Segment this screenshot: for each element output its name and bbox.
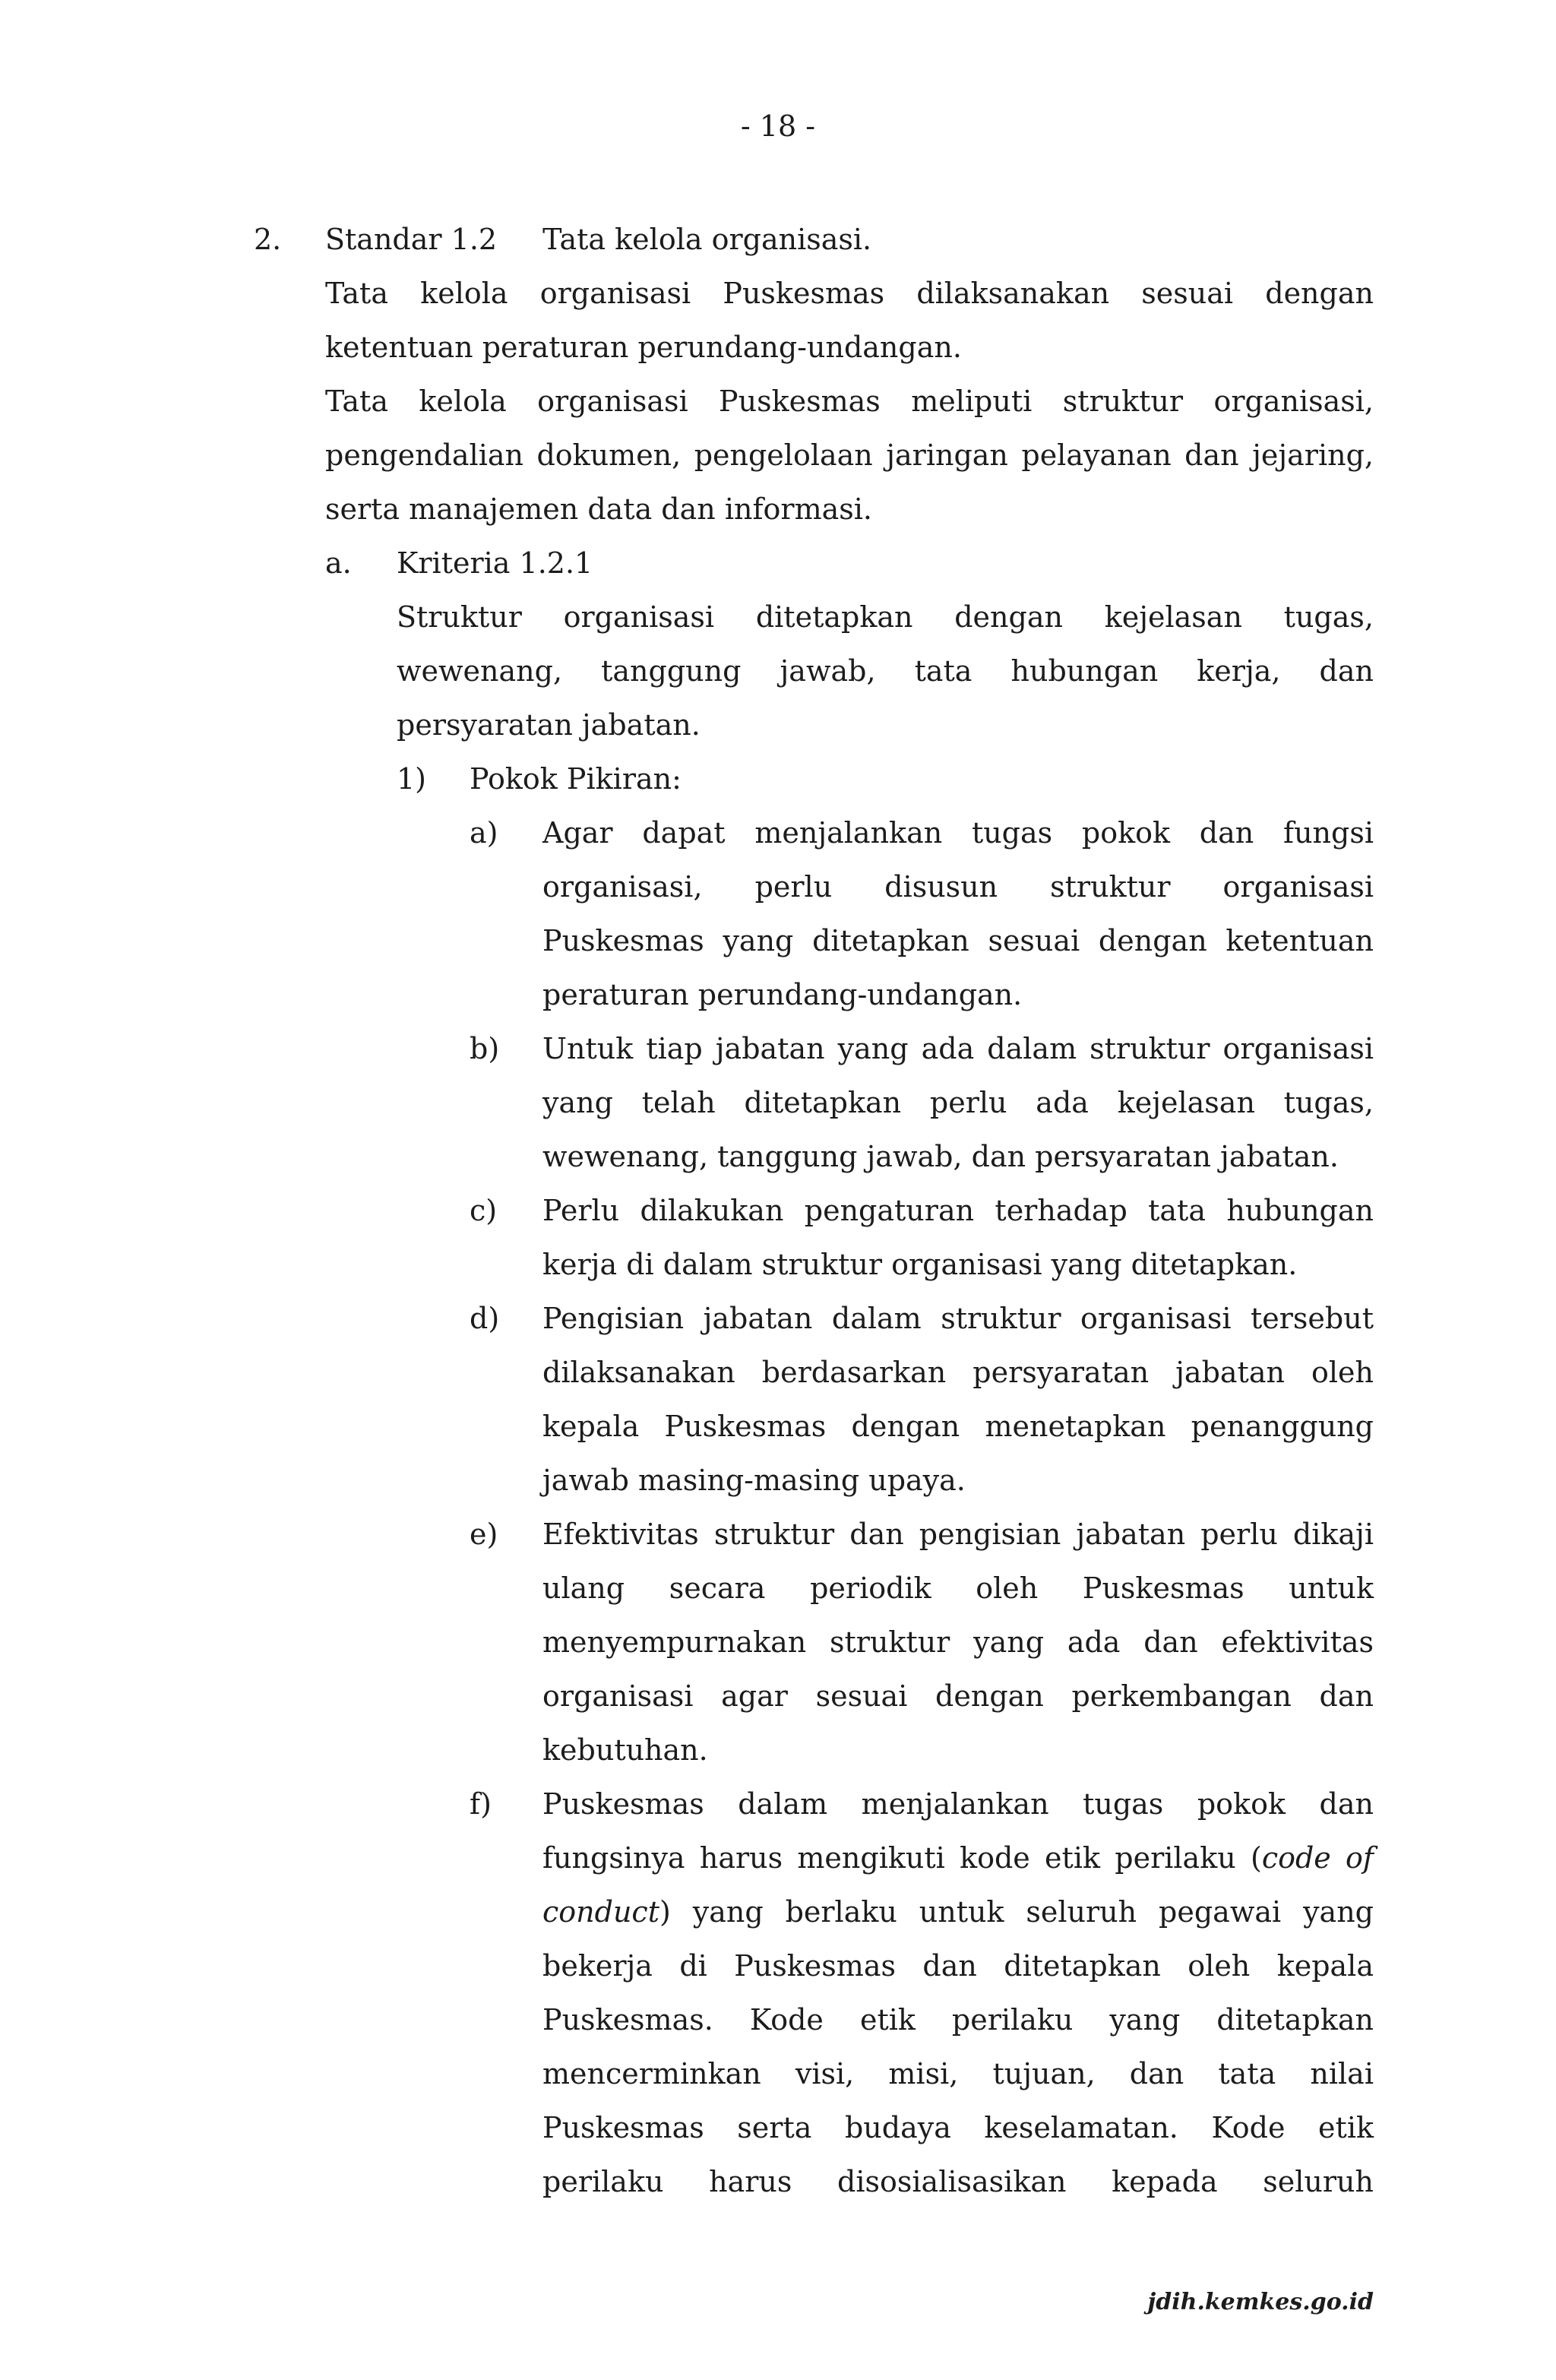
text-line: serta manajemen data dan informasi. (325, 492, 872, 526)
text-line (542, 1831, 1374, 1885)
list-item-marker: b) (470, 1032, 500, 1065)
list-item-marker: d) (470, 1302, 500, 1335)
text-line: peraturan perundang-undangan. (542, 978, 1023, 1011)
section-paragraph-2 (325, 375, 1374, 536)
list-item-a (470, 806, 1374, 1022)
text-line: mencerminkan visi, misi, tujuan, dan tata nilai (542, 2057, 1374, 2090)
footer-source-url: jdih.kemkes.go.id (1147, 2289, 1374, 2315)
list-item-d (470, 1292, 1374, 1508)
text-line: Untuk tiap jabatan yang ada dalam struktur organisasi (542, 1032, 1374, 1065)
text-line: bekerja di Puskesmas dan ditetapkan oleh kepala (542, 1949, 1374, 1983)
text-line: organisasi, perlu disusun struktur organisasi (542, 870, 1374, 904)
criteria-marker: a. (325, 546, 352, 580)
page-number: - 18 - (740, 109, 816, 143)
list-item-marker: c) (470, 1194, 498, 1227)
text-line: Tata kelola organisasi Puskesmas meliputi struktur organisasi, (325, 385, 1374, 418)
criteria-heading (325, 536, 1374, 590)
list-item-marker: a) (470, 816, 498, 850)
text-line: persyaratan jabatan. (397, 708, 701, 742)
text-line: kebutuhan. (542, 1733, 708, 1767)
text-line: Puskesmas dalam menjalankan tugas pokok dan (542, 1787, 1374, 1821)
text-line: wewenang, tanggung jawab, tata hubungan kerja, dan (397, 654, 1374, 688)
subsection-marker: 1) (397, 762, 427, 796)
criteria-title: Kriteria 1.2.1 (397, 546, 593, 580)
text-line: Puskesmas. Kode etik perilaku yang ditetapkan (542, 2003, 1374, 2037)
text-line: ulang secara periodik oleh Puskesmas untuk (542, 1571, 1374, 1605)
list-item-b (470, 1022, 1374, 1184)
list-item-c (470, 1184, 1374, 1292)
text-line: yang telah ditetapkan perlu ada kejelasan tugas, (542, 1086, 1374, 1119)
text-line: dilaksanakan berdasarkan persyaratan jabatan oleh (542, 1356, 1374, 1389)
text-line: pengendalian dokumen, pengelolaan jaringan pelayanan dan jejaring, (325, 438, 1374, 472)
text-line: kepala Puskesmas dengan menetapkan penanggung (542, 1410, 1374, 1443)
italic-term: code of (1261, 1841, 1374, 1875)
text-line: Tata kelola organisasi Puskesmas dilaksanakan sesuai dengan (325, 277, 1374, 310)
list-item-e (470, 1508, 1374, 1777)
text-line: ketentuan peraturan perundang-undangan. (325, 331, 962, 364)
text-line: organisasi agar sesuai dengan perkembangan dan (542, 1679, 1374, 1713)
document-body (0, 213, 1556, 2209)
text-segment: ) yang berlaku untuk seluruh pegawai yang (659, 1895, 1374, 1929)
list-item-marker: e) (470, 1518, 498, 1551)
text-segment: fungsinya harus mengikuti kode etik perilaku ( (542, 1841, 1262, 1875)
text-line (542, 1885, 1374, 1939)
section-number: 2. (254, 223, 282, 256)
list-item-f (470, 1777, 1374, 2209)
text-line: Efektivitas struktur dan pengisian jabatan perlu dikaji (542, 1518, 1374, 1551)
subsection-title: Pokok Pikiran: (470, 762, 682, 796)
text-line: jawab masing-masing upaya. (542, 1464, 966, 1497)
section-paragraph-1 (325, 267, 1374, 375)
criteria-description (397, 590, 1374, 752)
section-title-label: Standar 1.2 (325, 223, 498, 256)
text-line: Puskesmas yang ditetapkan sesuai dengan ketentuan (542, 924, 1374, 957)
text-line: Struktur organisasi ditetapkan dengan kejelasan tugas, (397, 600, 1374, 634)
text-line: perilaku harus disosialisasikan kepada seluruh (542, 2165, 1374, 2198)
italic-term: conduct (542, 1895, 659, 1929)
section-title-text: Tata kelola organisasi. (542, 223, 872, 256)
text-line: Puskesmas serta budaya keselamatan. Kode etik (542, 2111, 1374, 2144)
text-line: wewenang, tanggung jawab, dan persyaratan jabatan. (542, 1140, 1339, 1173)
section-heading (254, 213, 1374, 267)
text-line: kerja di dalam struktur organisasi yang ditetapkan. (542, 1248, 1298, 1281)
text-line: Perlu dilakukan pengaturan terhadap tata hubungan (542, 1194, 1374, 1227)
list-item-marker: f) (470, 1787, 492, 1821)
subsection-heading (397, 752, 1556, 806)
text-line: Agar dapat menjalankan tugas pokok dan fungsi (542, 816, 1374, 850)
text-line: menyempurnakan struktur yang ada dan efektivitas (542, 1625, 1374, 1659)
text-line: Pengisian jabatan dalam struktur organisasi tersebut (542, 1302, 1374, 1335)
